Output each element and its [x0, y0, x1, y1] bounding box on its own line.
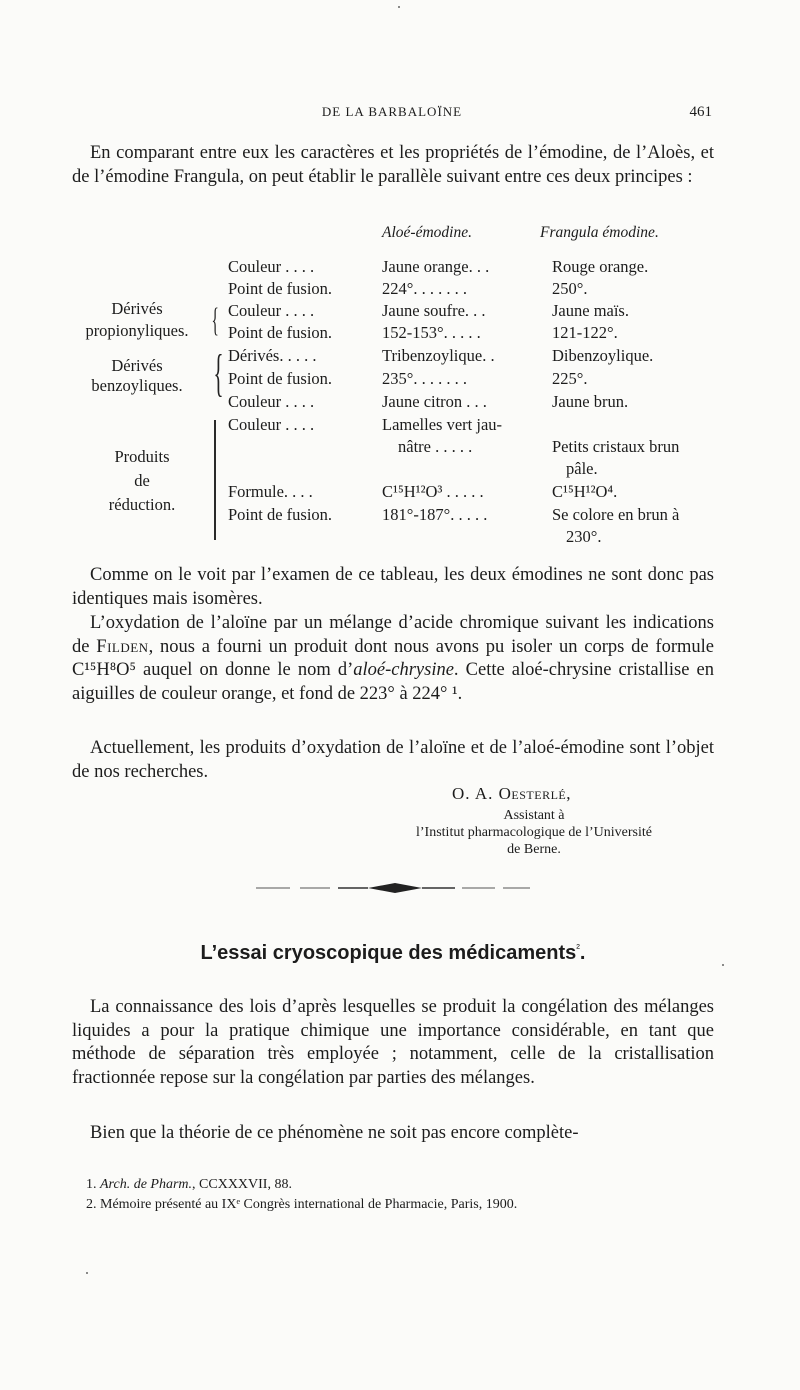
row-frangula-value: 121-122°. [552, 323, 618, 342]
row-property: Point de fusion. [228, 323, 333, 342]
row-frangula-value: Jaune maïs. [552, 301, 629, 320]
group-label-line: Dérivés [111, 299, 163, 318]
print-speck [86, 1272, 88, 1274]
footnote-reference: Arch. de Pharm. [100, 1177, 193, 1192]
signature-city: de Berne. [507, 842, 561, 857]
column-header-aloe: Aloé-émodine. [382, 224, 472, 241]
row-property: Point de fusion. [228, 505, 333, 524]
paragraph-knowledge: La connaissance des lois d’après lesquelles se produit la congélation des mélanges liquides a pour la pratique chimique une importance considérable, en tant que méthode de séparation très employée ; notamment, celle de la cristallisation fractionnée repose sur la congélation par parties des mélanges. [72, 997, 714, 1088]
paragraph-oxidation [72, 612, 714, 706]
row-property: Formule. . . . [228, 482, 313, 501]
signature-initials: O. A. [452, 784, 499, 803]
row-property: Couleur . . . . [228, 301, 315, 320]
signature-title: Assistant à [503, 808, 565, 823]
row-aloe-value: C¹⁵H¹²O³ . . . . . [382, 482, 484, 501]
group-label-reduction [72, 445, 212, 517]
article-title [72, 942, 714, 965]
row-frangula-value: 230°. [566, 527, 602, 546]
footnote-number: 1. [86, 1177, 100, 1192]
row-aloe-value: nâtre . . . . . [398, 437, 473, 456]
article-title-period: . [579, 942, 586, 964]
page-header [72, 104, 712, 128]
text-run: . Cette aloé-chrysine cristallise en aiguilles de couleur orange, et fond de 223° à 224° ¹. [72, 660, 714, 704]
row-frangula-value: Se colore en brun à [552, 505, 680, 524]
footnote-1 [86, 1176, 292, 1194]
intro-paragraph: En comparant entre eux les caractères et les propriétés de l’émodine, de l’Aloès, et de l’émodine Frangula, on peut établir le parallèle suivant entre ces deux principes : [72, 143, 714, 187]
footnote-text: , CCXXXVII, 88. [192, 1177, 292, 1192]
row-aloe-value: Jaune citron . . . [382, 392, 487, 411]
print-speck [722, 964, 724, 966]
row-aloe-value: Lamelles vert jau- [382, 415, 503, 434]
text-run: L’oxydation de l’aloïne par un mélange d’acide chromique suivant les indications de [72, 613, 714, 657]
paragraph-comparison: Comme on le voit par l’examen de ce tableau, les deux émodines ne sont donc pas identiques mais isomères. [72, 565, 714, 609]
row-aloe-value: Jaune orange. . . [382, 257, 490, 276]
footnote-marker: ² [576, 942, 580, 955]
row-frangula-value: Petits cristaux brun [552, 437, 680, 456]
row-property: Couleur . . . . [228, 392, 315, 411]
row-aloe-value: 235°. . . . . . . [382, 369, 467, 388]
page-number: 461 [689, 104, 712, 120]
row-aloe-value: Jaune soufre. . . [382, 301, 486, 320]
brace-propionyl: { [211, 302, 219, 339]
running-title: DE LA BARBALOÏNE [321, 104, 463, 119]
row-frangula-value: pâle. [566, 459, 598, 478]
article-title-text: L’essai cryoscopique des médicaments [200, 942, 577, 964]
signature-institution: l’Institut pharmacologique de l’Université [416, 825, 652, 840]
signature-name [452, 784, 571, 804]
group-label-benzoyl [72, 356, 202, 396]
group-label-propionyl [72, 298, 202, 342]
row-frangula-value: C¹⁵H¹²O⁴. [552, 482, 618, 501]
author-name: Filden [96, 636, 149, 657]
group-label-line: Dérivés [111, 356, 163, 375]
group-label-line: Produits [114, 447, 170, 466]
group-label-line: réduction. [108, 495, 176, 514]
paragraph-current: Actuellement, les produits d’oxydation de l’aloïne et de l’aloé-émodine sont l’objet de nos recherches. [72, 738, 714, 782]
row-frangula-value: Dibenzoylique. [552, 346, 654, 365]
row-aloe-value: Tribenzoylique. . [382, 346, 495, 365]
row-property: Couleur . . . . [228, 415, 315, 434]
row-property: Dérivés. . . . . [228, 346, 317, 365]
paragraph-theory: Bien que la théorie de ce phénomène ne soit pas encore complète- [90, 1123, 579, 1143]
brace-benzoyl: { [213, 345, 224, 402]
row-property: Point de fusion. [228, 279, 333, 298]
column-header-frangula: Frangula émodine. [540, 224, 659, 241]
row-frangula-value: Jaune brun. [552, 392, 629, 411]
row-frangula-value: 250°. [552, 279, 588, 298]
ornamental-divider [250, 880, 540, 896]
italic-term: aloé-chrysine [353, 660, 454, 680]
row-aloe-value: 152-153°. . . . . [382, 323, 481, 342]
text-run: , nous a fourni un produit dont nous avons pu isoler un corps de formule C¹⁵H⁸O⁵ auquel on donne le nom d’ [72, 636, 714, 680]
row-property: Point de fusion. [228, 369, 333, 388]
row-aloe-value: 181°-187°. . . . . [382, 505, 488, 524]
brace-reduction [214, 420, 216, 540]
group-label-line: de [134, 471, 150, 490]
footnote-2: 2. Mémoire présenté au IXᵉ Congrès international de Pharmacie, Paris, 1900. [86, 1197, 518, 1212]
group-label-line: benzoyliques. [91, 376, 183, 395]
row-aloe-value: 224°. . . . . . . [382, 279, 467, 298]
signature-surname: Oesterlé, [498, 784, 571, 803]
print-speck [398, 6, 400, 8]
group-label-line: propionyliques. [85, 321, 189, 340]
row-frangula-value: Rouge orange. [552, 257, 649, 276]
row-frangula-value: 225°. [552, 369, 588, 388]
row-property: Couleur . . . . [228, 257, 315, 276]
